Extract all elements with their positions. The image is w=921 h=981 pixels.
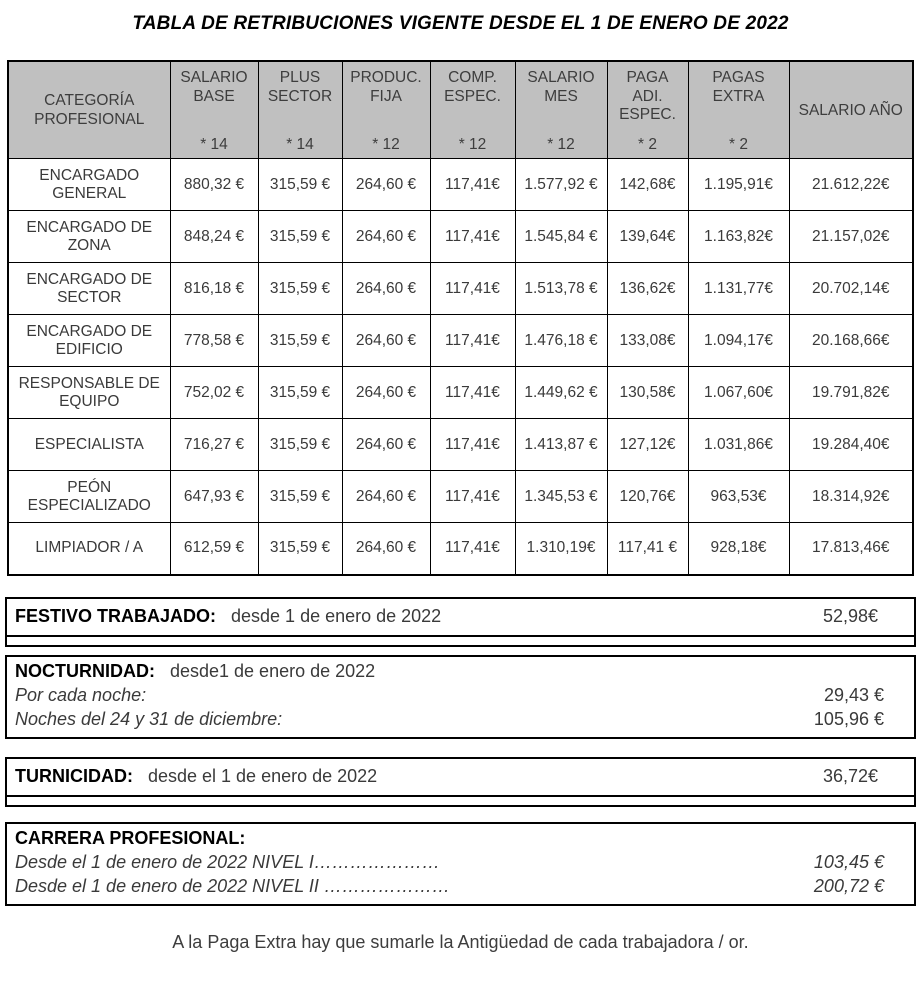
- value-cell: 117,41 €: [607, 523, 688, 575]
- value-cell: 117,41€: [430, 419, 515, 471]
- value-cell: 752,02 €: [170, 367, 258, 419]
- nocturnidad-line-value: 105,96 €: [813, 708, 884, 729]
- value-cell: 1.310,19€: [515, 523, 607, 575]
- value-cell: 264,60 €: [342, 471, 430, 523]
- footer-note: A la Paga Extra hay que sumarle la Antigüedad de cada trabajadora / or.: [172, 931, 749, 952]
- value-cell: 1.163,82€: [688, 211, 789, 263]
- nocturnidad-subtitle: desde1 de enero de 2022: [169, 660, 376, 681]
- value-cell: 315,59 €: [258, 471, 342, 523]
- value-cell: 1.449,62 €: [515, 367, 607, 419]
- header-cell-wrap: [259, 62, 342, 158]
- carrera-line: [15, 852, 884, 873]
- value-cell: 19.791,82€: [789, 367, 913, 419]
- table-row: [8, 419, 913, 471]
- spacer: [7, 797, 914, 805]
- nocturnidad-line-value: 29,43 €: [823, 684, 884, 705]
- carrera-profesional-section: [5, 822, 916, 906]
- value-cell: 20.168,66€: [789, 315, 913, 367]
- value-cell: 130,58€: [607, 367, 688, 419]
- value-cell: 1.094,17€: [688, 315, 789, 367]
- header-cell-wrap: [790, 62, 913, 158]
- document-page: [0, 13, 921, 981]
- carrera-title: CARRERA PROFESIONAL:: [15, 827, 246, 848]
- page-title: TABLA DE RETRIBUCIONES VIGENTE DESDE EL 1 DE ENERO DE 2022: [132, 13, 789, 34]
- value-cell: 1.476,18 €: [515, 315, 607, 367]
- value-cell: 1.131,77€: [688, 263, 789, 315]
- header-multiplier: * 12: [458, 135, 487, 153]
- value-cell: 1.545,84 €: [515, 211, 607, 263]
- category-cell: ENCARGADO DE EDIFICIO: [8, 315, 170, 367]
- turnicidad-subtitle: desde el 1 de enero de 2022: [147, 765, 378, 786]
- nocturnidad-line: [15, 709, 884, 730]
- value-cell: 963,53€: [688, 471, 789, 523]
- carrera-line: [15, 876, 884, 897]
- header-cell-wrap: [343, 62, 430, 158]
- header-salario-mes: [515, 61, 607, 159]
- carrera-line-value: 103,45 €: [813, 851, 884, 872]
- value-cell: 133,08€: [607, 315, 688, 367]
- table-row: [8, 315, 913, 367]
- value-cell: 264,60 €: [342, 523, 430, 575]
- value-cell: 848,24 €: [170, 211, 258, 263]
- value-cell: 19.284,40€: [789, 419, 913, 471]
- nocturnidad-line-label: Por cada noche:: [15, 684, 147, 705]
- value-cell: 1.195,91€: [688, 159, 789, 211]
- table-row: [8, 471, 913, 523]
- value-cell: 1.513,78 €: [515, 263, 607, 315]
- value-cell: 20.702,14€: [789, 263, 913, 315]
- header-multiplier: * 2: [638, 135, 657, 153]
- value-cell: 117,41€: [430, 263, 515, 315]
- header-label: SALARIO AÑO: [798, 101, 903, 119]
- nocturnidad-head: [15, 661, 884, 682]
- value-cell: 120,76€: [607, 471, 688, 523]
- festivo-trabajado-section: [5, 597, 916, 647]
- value-cell: 264,60 €: [342, 263, 430, 315]
- header-label: SALARIO MES: [527, 69, 595, 105]
- header-multiplier: * 12: [372, 135, 400, 153]
- header-multiplier: * 12: [547, 135, 575, 153]
- value-cell: 612,59 €: [170, 523, 258, 575]
- value-cell: 127,12€: [607, 419, 688, 471]
- festivo-row: [7, 599, 914, 637]
- value-cell: 117,41€: [430, 471, 515, 523]
- header-cell-wrap: [689, 62, 789, 158]
- header-multiplier: * 2: [729, 135, 748, 153]
- category-cell: ENCARGADO DE SECTOR: [8, 263, 170, 315]
- category-cell: ENCARGADO DE ZONA: [8, 211, 170, 263]
- header-label: COMP. ESPEC.: [444, 69, 501, 105]
- value-cell: 264,60 €: [342, 315, 430, 367]
- header-cell-wrap: [608, 62, 688, 158]
- table-row: [8, 159, 913, 211]
- value-cell: 18.314,92€: [789, 471, 913, 523]
- festivo-value: 52,98€: [822, 605, 878, 626]
- value-cell: 880,32 €: [170, 159, 258, 211]
- festivo-title: FESTIVO TRABAJADO:: [15, 605, 217, 626]
- header-produc-fija: [342, 61, 430, 159]
- salary-table: [7, 60, 914, 576]
- value-cell: 264,60 €: [342, 159, 430, 211]
- turnicidad-title: TURNICIDAD:: [15, 765, 133, 786]
- value-cell: 117,41€: [430, 211, 515, 263]
- value-cell: 315,59 €: [258, 523, 342, 575]
- value-cell: 647,93 €: [170, 471, 258, 523]
- value-cell: 264,60 €: [342, 419, 430, 471]
- category-cell: ENCARGADO GENERAL: [8, 159, 170, 211]
- value-cell: 117,41€: [430, 315, 515, 367]
- header-label: SALARIO BASE: [180, 69, 248, 105]
- value-cell: 117,41€: [430, 523, 515, 575]
- festivo-subtitle: desde 1 de enero de 2022: [231, 605, 442, 626]
- table-row: [8, 263, 913, 315]
- header-salario-base: [170, 61, 258, 159]
- header-salario-ano: [789, 61, 913, 159]
- value-cell: 142,68€: [607, 159, 688, 211]
- header-plus-sector: [258, 61, 342, 159]
- carrera-head: [15, 828, 884, 849]
- header-label: PLUS SECTOR: [267, 69, 333, 105]
- value-cell: 928,18€: [688, 523, 789, 575]
- turnicidad-row: [7, 759, 914, 797]
- value-cell: 1.031,86€: [688, 419, 789, 471]
- turnicidad-value: 36,72€: [822, 765, 878, 786]
- header-multiplier: * 14: [286, 135, 314, 153]
- value-cell: 315,59 €: [258, 419, 342, 471]
- nocturnidad-section: [5, 655, 916, 739]
- nocturnidad-line-label: Noches del 24 y 31 de diciembre:: [15, 708, 283, 729]
- category-cell: PEÓN ESPECIALIZADO: [8, 471, 170, 523]
- value-cell: 117,41€: [430, 159, 515, 211]
- header-cell-wrap: [431, 62, 515, 158]
- value-cell: 139,64€: [607, 211, 688, 263]
- header-multiplier: * 14: [200, 135, 228, 153]
- turnicidad-section: [5, 757, 916, 807]
- value-cell: 136,62€: [607, 263, 688, 315]
- value-cell: 778,58 €: [170, 315, 258, 367]
- header-label: PRODUC. FIJA: [350, 69, 422, 105]
- nocturnidad-line: [15, 685, 884, 706]
- header-paga-adi-espec: [607, 61, 688, 159]
- category-cell: LIMPIADOR / A: [8, 523, 170, 575]
- value-cell: 315,59 €: [258, 263, 342, 315]
- value-cell: 117,41€: [430, 367, 515, 419]
- value-cell: 315,59 €: [258, 211, 342, 263]
- table-row: [8, 211, 913, 263]
- header-label: PAGAS EXTRA: [712, 69, 765, 105]
- value-cell: 1.413,87 €: [515, 419, 607, 471]
- header-label: CATEGORÍA PROFESIONAL: [34, 92, 145, 128]
- nocturnidad-title: NOCTURNIDAD:: [15, 660, 155, 681]
- header-categoria-profesional: [8, 61, 170, 159]
- value-cell: 21.612,22€: [789, 159, 913, 211]
- header-comp-espec: [430, 61, 515, 159]
- spacer: [7, 637, 914, 645]
- carrera-line-label: Desde el 1 de enero de 2022 NIVEL I…………………: [15, 851, 440, 872]
- value-cell: 1.577,92 €: [515, 159, 607, 211]
- carrera-line-value: 200,72 €: [813, 875, 884, 896]
- value-cell: 315,59 €: [258, 367, 342, 419]
- header-cell-wrap: [9, 62, 170, 158]
- value-cell: 264,60 €: [342, 211, 430, 263]
- header-label: PAGA ADI. ESPEC.: [619, 69, 676, 124]
- header-row: [8, 61, 913, 159]
- table-row: [8, 367, 913, 419]
- value-cell: 1.067,60€: [688, 367, 789, 419]
- category-cell: RESPONSABLE DE EQUIPO: [8, 367, 170, 419]
- carrera-line-label: Desde el 1 de enero de 2022 NIVEL II …………………: [15, 875, 450, 896]
- value-cell: 264,60 €: [342, 367, 430, 419]
- value-cell: 315,59 €: [258, 315, 342, 367]
- header-cell-wrap: [171, 62, 258, 158]
- table-row: [8, 523, 913, 575]
- value-cell: 315,59 €: [258, 159, 342, 211]
- header-cell-wrap: [516, 62, 607, 158]
- value-cell: 1.345,53 €: [515, 471, 607, 523]
- value-cell: 716,27 €: [170, 419, 258, 471]
- value-cell: 816,18 €: [170, 263, 258, 315]
- header-pagas-extra: [688, 61, 789, 159]
- value-cell: 21.157,02€: [789, 211, 913, 263]
- value-cell: 17.813,46€: [789, 523, 913, 575]
- category-cell: ESPECIALISTA: [8, 419, 170, 471]
